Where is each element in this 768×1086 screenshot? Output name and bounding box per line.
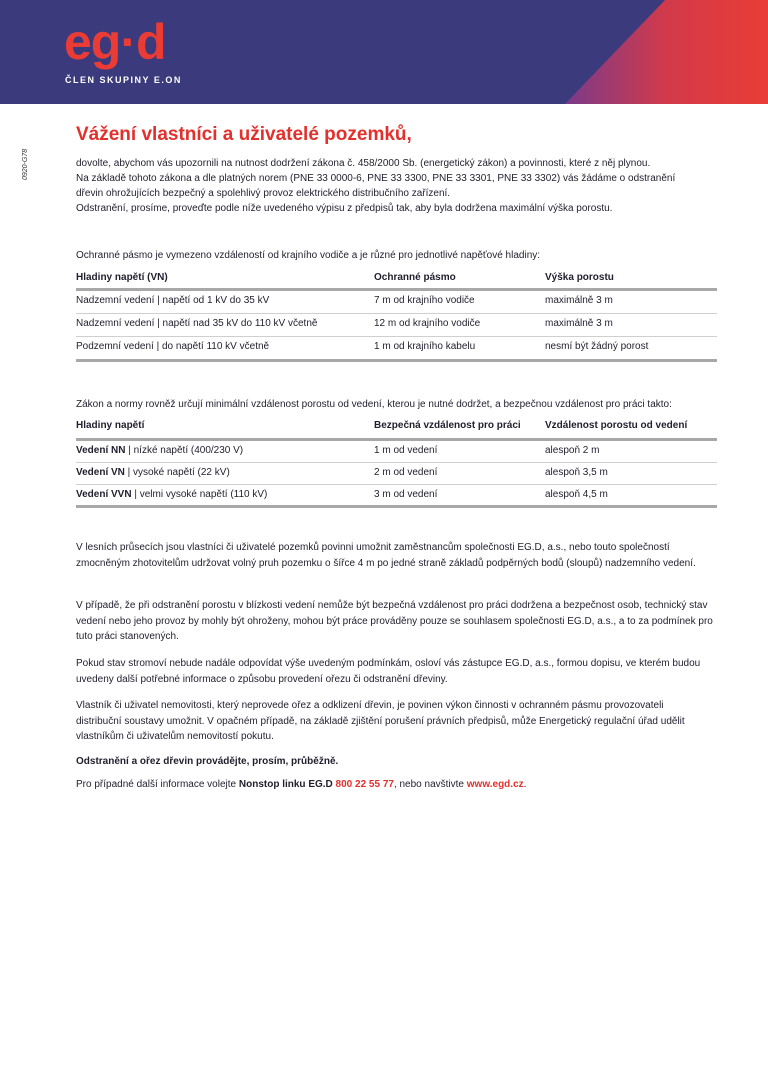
table-header-cell: Hladiny napětí [76, 420, 145, 431]
intro-line-1: dovolte, abychom vás upozornili na nutnost dodržení zákona č. 458/2000 Sb. (energetický zákon) a povinnosti, které z něj plynou. [76, 158, 651, 169]
table-row [76, 314, 717, 337]
paragraph-penalty: Vlastník či uživatel nemovitosti, který neprovede ořez a odklizení dřevin, je povinen výkon činnosti v ochranném pásmu provozovateli distribuční soustavy umožnit. V opačném případě, na základě zjištění porušení právních předpisů, může Energetický regulační úřad udělit vlastníkům či uživatelům nemovitostí pokutu. [76, 700, 685, 742]
intro-line-4: Odstranění, prosíme, proveďte podle níže uvedeného výpisu z předpisů tak, aby byla dodržena maximální výška porostu. [76, 203, 613, 214]
table-cell: 3 m od vedení [374, 489, 438, 500]
intro-line-3: dřevin ohrožujících bezpečný a spolehlivý provoz elektrického distribučního zařízení. [76, 188, 451, 199]
table-header-cell: Vzdálenost porostu od vedení [545, 420, 688, 431]
voltage-level-desc: | vysoké napětí (22 kV) [124, 467, 230, 478]
hotline-label: Nonstop linku EG.D [238, 779, 333, 790]
table-cell: maximálně 3 m [545, 318, 613, 329]
table-cell: nesmí být žádný porost [545, 341, 649, 352]
logo-subtitle: ČLEN SKUPINY E.ON [65, 75, 182, 85]
egd-logo[interactable]: eg·d [64, 14, 166, 70]
voltage-level-name: Vedení VN [76, 467, 125, 478]
phone-link[interactable]: 800 22 55 77 [335, 779, 394, 790]
table-cell: 2 m od vedení [374, 467, 438, 478]
table-cell [76, 441, 243, 461]
table-row [76, 337, 717, 362]
paragraph-contact [76, 777, 720, 793]
table-cell [76, 463, 230, 483]
table-header-cell: Bezpečná vzdálenost pro práci [374, 420, 521, 431]
voltage-level-name: Vedení NN [76, 445, 126, 456]
table-header-cell: Ochranné pásmo [374, 272, 456, 283]
intro-line-2: Na základě tohoto zákona a dle platných norem (PNE 33 0000-6, PNE 33 3300, PNE 33 3301, PNE 33 3302) vás žádáme o odstranění [76, 173, 676, 184]
protection-zone-table [76, 268, 717, 362]
table-header-cell: Hladiny napětí (VN) [76, 272, 168, 283]
table-cell: alespoň 3,5 m [545, 467, 608, 478]
table-header-cell: Výška porostu [545, 272, 614, 283]
table-cell: 7 m od krajního vodiče [374, 295, 475, 306]
table-row [76, 485, 717, 508]
document-code: 0920-G78 [22, 148, 29, 180]
voltage-level-name: Vedení VVN [76, 489, 132, 500]
table2-intro: Zákon a normy rovněž určují minimální vzdálenost porostu od vedení, kterou je nutné dodržet, a bezpečnou vzdálenost pro práci takto: [76, 399, 672, 410]
table-header-row [76, 268, 717, 291]
header-banner [0, 0, 768, 104]
paragraph-forest-corridors: V lesních průsecích jsou vlastníci či uživatelé pozemků povinni umožnit zaměstnancům společnosti EG.D, a.s., nebo touto společností zmocněným zhotovitelům udržovat volný pruh pozemku o šířce 4 m po jedné straně základů podpěrných bodů (sloupů) nadzemního vedení. [76, 542, 696, 569]
paragraph-ongoing-removal: Odstranění a ořez dřevin provádějte, prosím, průběžně. [76, 756, 339, 767]
page-title: Vážení vlastníci a uživatelé pozemků, [76, 124, 412, 145]
paragraph-safe-distance: V případě, že při odstranění porostu v blízkosti vedení nemůže být bezpečná vzdálenost pro práci dodržena a bezpečnost osob, technický stav vedení nebo jeho provoz by mohly být ohroženy, mohou být práce prováděny pouze se souhlasem společnosti EG.D, a.s., a to za podmínek pro tuto práci stanovených. [76, 600, 713, 642]
table-cell: Podzemní vedení | do napětí 110 kV včetně [76, 341, 270, 352]
table-row [76, 291, 717, 314]
voltage-level-desc: | velmi vysoké napětí (110 kV) [131, 489, 268, 500]
contact-prefix: Pro případné další informace volejte [76, 779, 239, 790]
table-row [76, 441, 717, 463]
table-cell: alespoň 2 m [545, 445, 600, 456]
table-cell: 1 m od vedení [374, 445, 438, 456]
table-cell: Nadzemní vedení | napětí od 1 kV do 35 kV [76, 295, 270, 306]
table-row [76, 463, 717, 485]
table-cell: 12 m od krajního vodiče [374, 318, 481, 329]
table-cell [76, 485, 267, 505]
table-cell: 1 m od krajního kabelu [374, 341, 476, 352]
table1-intro: Ochranné pásmo je vymezeno vzdáleností od krajního vodiče a je různé pro jednotlivé napěťové hladiny: [76, 250, 541, 261]
table-cell: Nadzemní vedení | napětí nad 35 kV do 110 kV včetně [76, 318, 318, 329]
website-link[interactable]: www.egd.cz [466, 779, 524, 790]
table-cell: alespoň 4,5 m [545, 489, 608, 500]
table-cell: maximálně 3 m [545, 295, 613, 306]
paragraph-notification: Pokud stav stromoví nebude nadále odpovídat výše uvedeným podmínkám, osloví vás zástupce EG.D, a.s., formou dopisu, ve kterém budou uvedeny další potřebné informace o způsobu provedení ořezu či odstranění dřeviny. [76, 658, 701, 685]
contact-suffix: . [523, 779, 527, 790]
contact-middle: , nebo navštivte [393, 779, 467, 790]
table-header-row [76, 416, 717, 441]
voltage-level-desc: | nízké napětí (400/230 V) [125, 445, 244, 456]
safe-distance-table [76, 416, 717, 508]
